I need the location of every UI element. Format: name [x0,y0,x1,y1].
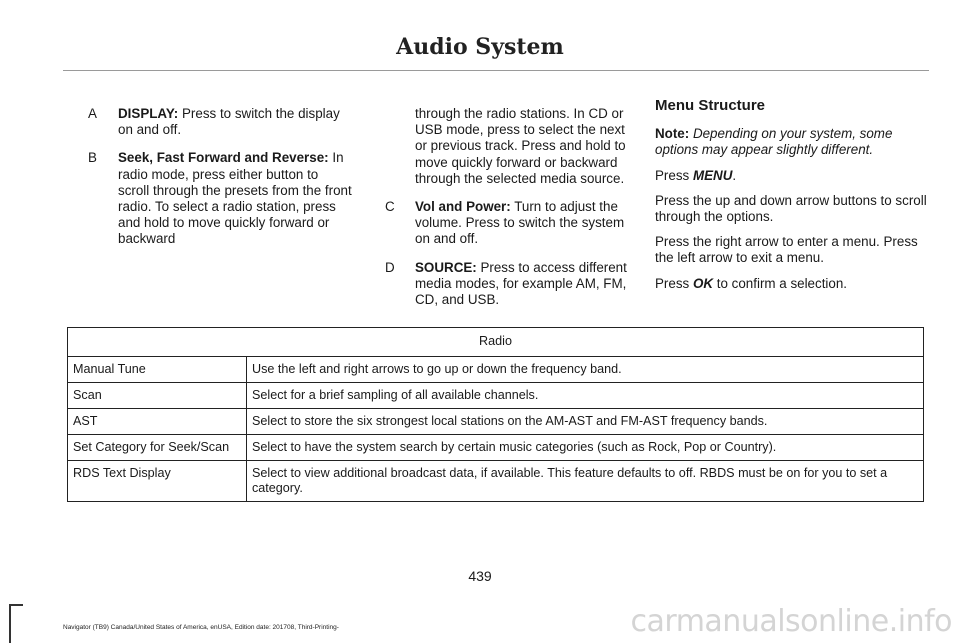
table-row [68,461,924,502]
table-title: Radio [68,328,924,357]
table-row [68,357,924,383]
header-rule [63,70,929,71]
radio-table [67,327,924,502]
list-item-c [385,199,635,248]
item-label: Seek, Fast Forward and Reverse: [118,150,329,166]
left-column [88,106,353,260]
item-text: Press to switch the display on and off. [118,106,340,138]
watermark: carmanualsonline.info [630,604,952,639]
item-b-continuation: through the radio stations. In CD or USB mode, press to select the next or previous track. Press and hold to move quickly forward or backward through the selected media source. [415,106,626,186]
table-cell-feature: AST [68,409,247,435]
crop-mark-left [9,606,11,643]
list-item-b [88,150,353,247]
scroll-paragraph: Press the up and down arrow buttons to scroll through the options. [655,192,927,225]
press-menu-paragraph: Press MENU. [655,167,737,183]
item-text: In radio mode, press either button to scroll through the presets from the front radio. To select a radio station, press and hold to move quickly forward or backward [118,150,352,247]
table-cell-description: Select to view additional broadcast data, if available. This feature defaults to off. RBDS must be on for you to set a category. [247,461,924,502]
item-text: Turn to adjust the volume. Press to switch the system on and off. [415,199,625,247]
item-label: DISPLAY: [118,106,179,121]
item-letter: C [385,199,395,215]
table-cell-feature: Set Category for Seek/Scan [68,435,247,461]
middle-column [385,106,635,320]
list-item-a [88,106,353,138]
item-letter: A [88,106,97,121]
enter-exit-paragraph: Press the right arrow to enter a menu. Press the left arrow to exit a menu. [655,234,918,266]
table-row [68,435,924,461]
note-paragraph [655,126,930,158]
menu-key: MENU [692,167,733,183]
item-text: Press to access different media modes, for example AM, FM, CD, and USB. [415,259,627,308]
table-cell-description: Use the left and right arrows to go up or down the frequency band. [247,357,924,383]
table-cell-feature: RDS Text Display [68,461,247,502]
item-label: SOURCE: [415,259,477,275]
table-cell-feature: Scan [68,383,247,409]
table-row [68,409,924,435]
table-cell-description: Select for a brief sampling of all available channels. [247,383,924,409]
table-header-row [68,328,924,357]
table-cell-description: Select to store the six strongest local stations on the AM-AST and FM-AST frequency bands. [247,409,924,435]
table-cell-description: Select to have the system search by certain music categories (such as Rock, Pop or Country). [247,435,924,461]
section-title: Menu Structure [655,97,766,114]
ok-key: OK [692,275,714,291]
note-text: Depending on your system, some options may appear slightly different. [655,126,893,158]
page-number: 439 [468,568,492,584]
table-cell-feature: Manual Tune [68,357,247,383]
right-column [655,98,930,301]
item-letter: D [385,259,395,275]
footer-text: Navigator (TB9) Canada/United States of America, enUSA, Edition date: 201708, Third-Printing- [63,624,339,631]
page-title: Audio System [396,34,564,60]
table-row [68,383,924,409]
press-ok-paragraph: Press OK to confirm a selection. [655,275,848,291]
crop-mark-bottom [9,604,23,606]
list-item-d [385,260,635,309]
item-letter: B [88,150,97,166]
item-label: Vol and Power: [415,199,511,215]
note-label: Note: [655,126,690,142]
